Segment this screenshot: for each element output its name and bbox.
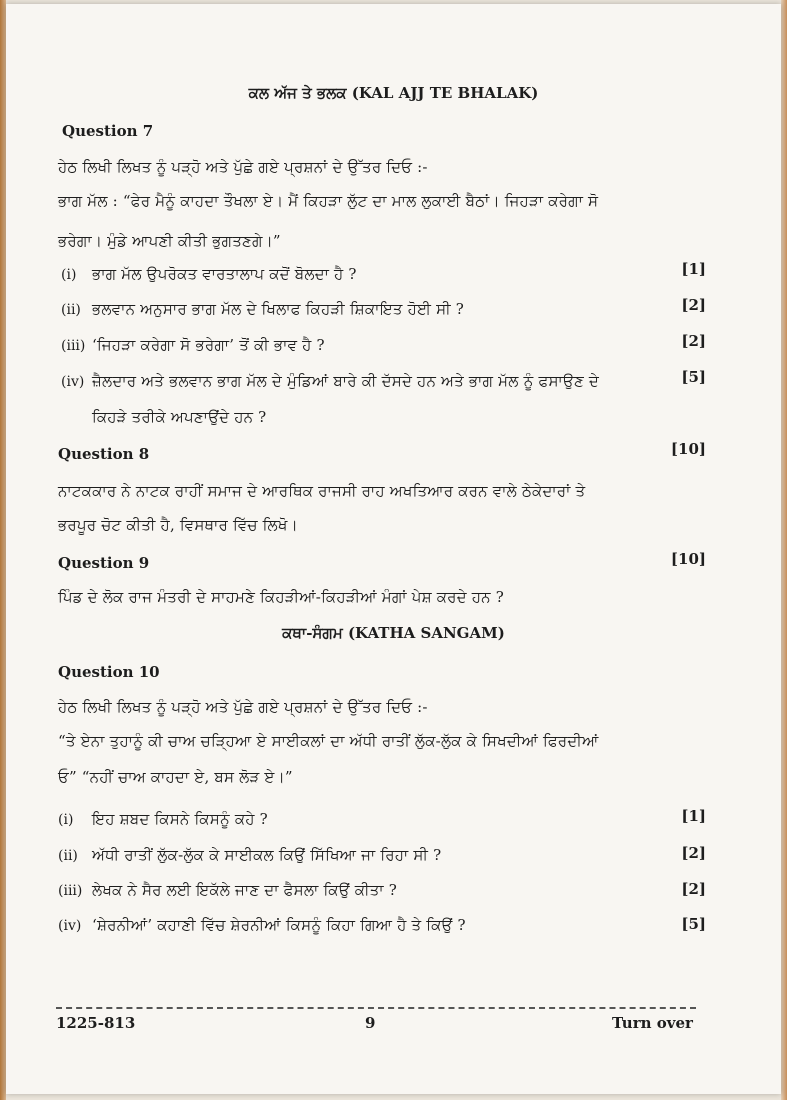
q10-item-marks: [5] (681, 915, 706, 933)
section-title-kal-ajj: ਕਲ ਅੱਜ ਤੇ ਭਲਕ (KAL AJJ TE BHALAK) (248, 84, 539, 102)
q7-passage-line-2: ਭਰੇਗਾ। ਮੁੰਡੇ ਆਪਣੀ ਕੀਤੀ ਭੁਗਤਣਗੇ।” (58, 232, 281, 250)
q10-item-number: (i) (58, 812, 74, 828)
q10-item-text: ਲੇਖਕ ਨੇ ਸੈਰ ਲਈ ਇਕੱਲੇ ਜਾਣ ਦਾ ਫੈਸਲਾ ਕਿਉਂ ਕੀਤਾ ? (92, 881, 397, 899)
section-title-katha-sangam: ਕਥਾ-ਸੰਗਮ (KATHA SANGAM) (282, 624, 505, 642)
q10-item-number: (iv) (58, 918, 82, 934)
q7-passage-line-1: ਭਾਗ ਮੱਲ : “ਫੇਰ ਮੈਨੂੰ ਕਾਹਦਾ ਤੌਖਲਾ ਏ। ਮੈਂ ਕਿਹੜਾ ਲੁੱਟ ਦਾ ਮਾਲ ਲੁਕਾਈ ਬੈਠਾਂ। ਜਿਹੜਾ ਕਰੇਗਾ ਸੋ (58, 192, 599, 210)
question-8-marks: [10] (670, 440, 706, 458)
question-9-marks: [10] (670, 550, 706, 568)
q7-item-marks: [1] (681, 260, 706, 278)
q7-item-number: (iv) (61, 374, 85, 390)
q7-item-number: (i) (61, 267, 77, 283)
q10-item-number: (iii) (58, 883, 83, 899)
page-number: 9 (365, 1014, 376, 1032)
q10-item-text: ਇਹ ਸ਼ਬਦ ਕਿਸਨੇ ਕਿਸਨੂੰ ਕਹੇ ? (92, 810, 268, 828)
q10-passage-line-1: “ਤੇ ਏਨਾ ਤੁਹਾਨੂੰ ਕੀ ਚਾਅ ਚੜ੍ਹਿਆ ਏ ਸਾਈਕਲਾਂ ਦਾ ਅੱਧੀ ਰਾਤੀਂ ਲੁੱਕ-ਲੁੱਕ ਕੇ ਸਿਖਦੀਆਂ ਫਿਰਦੀਆਂ (58, 732, 599, 750)
question-7-heading: Question 7 (62, 122, 154, 140)
q7-item-text-continued: ਕਿਹੜੇ ਤਰੀਕੇ ਅਪਣਾਉਂਦੇ ਹਨ ? (92, 408, 267, 426)
question-8-heading: Question 8 (58, 445, 150, 463)
q7-item-marks: [2] (681, 296, 706, 314)
q7-item-text: ਭਾਗ ਮੱਲ ਉਪਰੋਕਤ ਵਾਰਤਾਲਾਪ ਕਦੋਂ ਬੋਲਦਾ ਹੈ ? (92, 265, 357, 283)
q10-passage-line-2: ਓ” “ਨਹੀਂ ਚਾਅ ਕਾਹਦਾ ਏ, ਬਸ ਲੋੜ ਏ।” (58, 768, 293, 786)
q10-item-text: ਅੱਧੀ ਰਾਤੀਂ ਲੁੱਕ-ਲੁੱਕ ਕੇ ਸਾਈਕਲ ਕਿਉਂ ਸਿੱਖਿਆ ਜਾ ਰਿਹਾ ਸੀ ? (92, 846, 442, 864)
q7-item-text: ‘ਜਿਹੜਾ ਕਰੇਗਾ ਸੋ ਭਰੇਗਾ’ ਤੋਂ ਕੀ ਭਾਵ ਹੈ ? (92, 336, 325, 354)
exam-page (6, 4, 781, 1094)
q7-item-marks: [5] (681, 368, 706, 386)
q7-item-text: ਜ਼ੈਲਦਾਰ ਅਤੇ ਭਲਵਾਨ ਭਾਗ ਮੱਲ ਦੇ ਮੁੰਡਿਆਂ ਬਾਰੇ ਕੀ ਦੱਸਦੇ ਹਨ ਅਤੇ ਭਾਗ ਮੱਲ ਨੂੰ ਫਸਾਉਣ ਦੇ (92, 372, 600, 390)
q7-instruction: ਹੇਠ ਲਿਖੀ ਲਿਖਤ ਨੂੰ ਪੜ੍ਹੋ ਅਤੇ ਪੁੱਛੇ ਗਏ ਪ੍ਰਸ਼ਨਾਂ ਦੇ ਉੱਤਰ ਦਿਓ :- (58, 158, 428, 176)
q7-item-text: ਭਲਵਾਨ ਅਨੁਸਾਰ ਭਾਗ ਮੱਲ ਦੇ ਖਿਲਾਫ ਕਿਹੜੀ ਸ਼ਿਕਾਇਤ ਹੋਈ ਸੀ ? (92, 300, 464, 318)
q10-item-number: (ii) (58, 848, 78, 864)
q10-item-text: ‘ਸ਼ੇਰਨੀਆਂ’ ਕਹਾਣੀ ਵਿੱਚ ਸ਼ੇਰਨੀਆਂ ਕਿਸਨੂੰ ਕਿਹਾ ਗਿਆ ਹੈ ਤੇ ਕਿਉਂ ? (92, 916, 466, 934)
question-10-heading: Question 10 (58, 663, 160, 681)
q8-text-line-2: ਭਰਪੂਰ ਚੋਟ ਕੀਤੀ ਹੈ, ਵਿਸਥਾਰ ਵਿੱਚ ਲਿਖੋ। (58, 516, 298, 534)
footer-divider (56, 1007, 696, 1009)
q7-item-marks: [2] (681, 332, 706, 350)
question-9-heading: Question 9 (58, 554, 150, 572)
q10-item-marks: [2] (681, 880, 706, 898)
q9-text-line-1: ਪਿੰਡ ਦੇ ਲੋਕ ਰਾਜ ਮੰਤਰੀ ਦੇ ਸਾਹਮਣੇ ਕਿਹੜੀਆਂ-ਕਿਹੜੀਆਂ ਮੰਗਾਂ ਪੇਸ਼ ਕਰਦੇ ਹਨ ? (58, 588, 504, 606)
q10-item-marks: [1] (681, 807, 706, 825)
q8-text-line-1: ਨਾਟਕਕਾਰ ਨੇ ਨਾਟਕ ਰਾਹੀਂ ਸਮਾਜ ਦੇ ਆਰਥਿਕ ਰਾਜਸੀ ਰਾਹ ਅਖਤਿਆਰ ਕਰਨ ਵਾਲੇ ਠੇਕੇਦਾਰਾਂ ਤੇ (58, 482, 586, 500)
q10-item-marks: [2] (681, 844, 706, 862)
q7-item-number: (ii) (61, 302, 81, 318)
q10-instruction: ਹੇਠ ਲਿਖੀ ਲਿਖਤ ਨੂੰ ਪੜ੍ਹੋ ਅਤੇ ਪੁੱਛੇ ਗਏ ਪ੍ਰਸ਼ਨਾਂ ਦੇ ਉੱਤਰ ਦਿਓ :- (58, 698, 428, 716)
paper-code: 1225-813 (56, 1014, 136, 1032)
turn-over-label: Turn over (612, 1014, 693, 1032)
paper-edge-right (781, 0, 787, 1100)
q7-item-number: (iii) (61, 338, 86, 354)
